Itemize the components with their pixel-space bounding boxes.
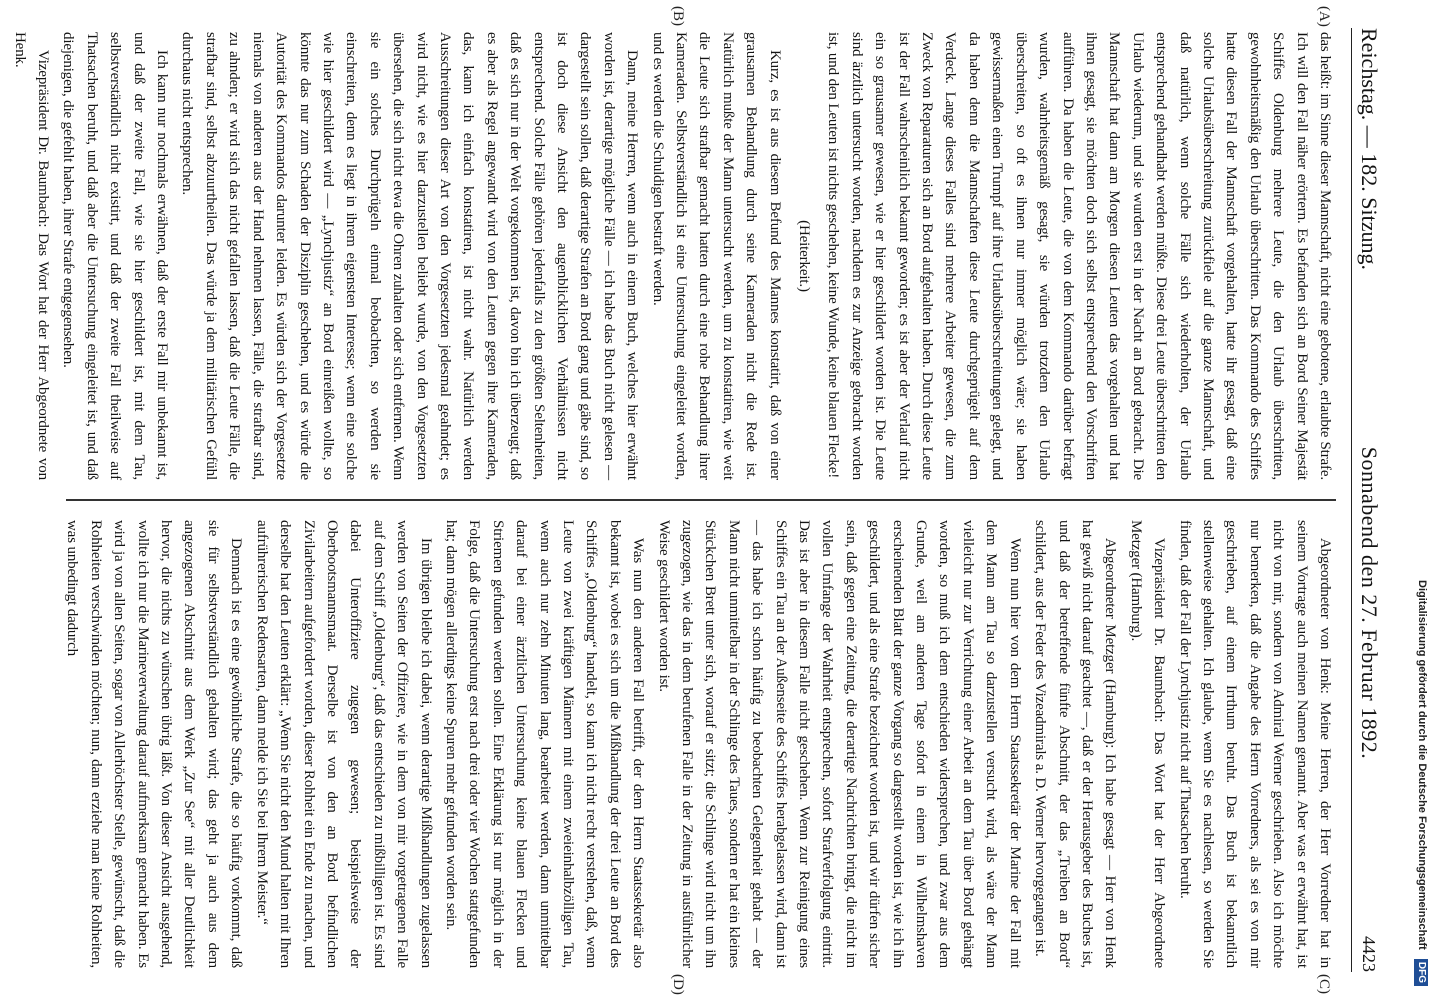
right-column: [66, 520, 1336, 968]
header-date: Sonnabend den 27. Februar 1892.: [1357, 446, 1382, 760]
page-number: 4423: [1359, 936, 1380, 972]
margin-marker-b: (B): [670, 6, 686, 26]
margin-marker-d: (D): [670, 974, 686, 995]
page-header: [1351, 28, 1386, 972]
left-paragraph-5: Vizepräsident Dr. Baumbach: Das Wort hat der Herr Abgeordnete von Henk.: [11, 32, 52, 480]
digitization-text: Digitalisierung gefördert durch die Deutsche Forschungsgemeinschaft: [1416, 580, 1428, 950]
margin-marker-c: (C): [1316, 974, 1332, 994]
left-paragraph-2: Kurz, es ist aus diesem Befund des Mannes konstatirt, daß von einer grausamen Behandlung durch seine Kameraden nicht die Rede ist. Natürlich mußte der Mann untersucht werden, um zu konstatiren, wie weit die Leute sich strafbar gemacht hatten durch eine rohe Behandlung ihrer Kameraden. Selbstverständlich ist eine Untersuchung eingeleitet worden, und es werden die Schuldigen bestraft werden.: [649, 32, 783, 480]
header-left: Reichstag. — 182. Sitzung.: [1357, 28, 1382, 270]
left-column: [11, 32, 1336, 480]
right-paragraph-6: Im übrigen bleibe ich dabei, wenn derartige Mißhandlungen zugelassen werden von Seiten der Offiziere, wie in dem von mir vorgetragenen Falle auf dem Schiff „Oldenburg“, daß das entschieden zu mißbilligen ist. Es sind dabei Unteroffiziere zugegen gewesen; beispielsweise der Oberbootsmannsmaat. Derselbe ist von den an Bord befindlichen Zivilarbeitern aufgefordert worden, dieser Rohheit ein Ende zu machen, und derselbe hat den Leuten erklärt: „Wenn Sie nicht den Mund halten mit Ihren aufrührerischen Redensarten, dann melde ich Sie bei Ihrem Meister.“: [253, 520, 434, 968]
right-paragraph-4: Wenn nun hier von dem Herrn Staatssekretär der Marine der Fall mit dem Mann am Tau so darzustellen versucht wird, als wäre der Mann vielleicht nur zur Verrichtung einer Arbeit an dem Tau über Bord gehängt worden, so muß ich dem entschieden widersprechen, und zwar aus dem Grunde, weil am anderen Tage sofort in einem in Wilhelmshaven erscheinenden Blatt der ganze Vorgang so dargestellt worden ist, wie ich ihn geschildert, und als eine Strafe bezeichnet worden ist, und wir dürfen sicher sein, daß gegen eine Zeitung, die derartige Nachrichten bringt, die nicht im vollen Umfange der Wahrheit entsprechen, sofort Strafverfolgung eintritt. Das ist aber in diesem Falle nicht geschehen. Wenn zur Reinigung eines Schiffes ein Tau an der Außenseite des Schiffes herabgelassen wird, dann ist — das habe ich schon häufig zu beobachten Gelegenheit gehabt — der Mann nicht unmittelbar in der Schlinge des Taues, sondern er hat ein kleines Stückchen Brett unter sich, worauf er sitzt; die Schlinge wird nicht um ihn zugezogen, wie das in dem berufenen Falle in der Zeitung in ausführlicher Weise geschildert worden ist.: [655, 520, 1023, 968]
laughter-note: (Heiterkeit.): [796, 220, 813, 292]
right-paragraph-1: Abgeordneter von Henk: Meine Herren, der Herr Vorredner hat in seinem Vortrage auch meinen Namen genannt. Aber was er erwähnt hat, ist nicht von mir, sondern von Admiral Werner geschrieben. Also ich möchte nur bemerken, daß die Angabe des Herrn Vorredners, als sei es von mir geschrieben, auf einem Irrthum beruht. Das Buch ist bekanntlich stellenweise gehalten. Ich glaube, wenn Sie es nachlesen, so werden Sie finden, daß der Fall der Lynchjustiz nicht auf Thatsachen beruht.: [1176, 520, 1333, 968]
left-paragraph-3: Dann, meine Herren, wenn auch in einem Buch, welches hier erwähnt worden ist, derartige mögliche Fälle — ich habe das Buch nicht gelesen — dargestellt sein sollen, daß derartige Strafen an Bord gang und gäbe sind, so ist doch diese Ansicht den augenblicklichen Verhältnissen nicht entsprechend. Solche Fälle gehören jedenfalls zu den größten Seltenheiten, daß es sich nur in der Welt vorgekommen ist, davon bin ich überzeugt; daß es aber als Regel angewandt wird von den Leuten gegen ihre Kameraden, das, kann ich einfach konstatiren, ist nicht wahr. Natürlich werden Ausschreitungen dieser Art von den Vorgesetzten jedesmal geahndet; es wird nicht, wie es hier darzustellen beliebt wurde, von den Vorgesetzten übersehen, die sich nicht etwa die Ohren zuhalten oder sich entfernen. Wenn sie ein solches Durchprügeln einmal beobachten, so werden sie einschreiten, denn es liegt in ihrem eigensten Interesse; wenn eine solche wie hier geschildert wird — „Lynchjustiz“ an Bord einreißen wollte, so könnte das nur zum Schaden der Disziplin geschehen, und es würde die Autorität des Kommandos darunter leiden. Es würden sich der Vorgesetzte niemals von anderen aus der Hand nehmen lassen, Fälle, die strafbar sind, zu ahnden; er wird sich das nicht gefallen lassen, daß die Leute Fälle, die strafbar sind, selbst abzuurtheilen. Das würde ja dem militärischen Gefühl durchaus nicht entsprechen.: [179, 32, 641, 480]
column-divider: [66, 499, 1336, 501]
left-paragraph-4: Ich kann nur nochmals erwähnen, daß der erste Fall mir unbekannt ist, und daß der zweite Fall, wie sie hier geschildert ist, mit dem Tau, selbstverständlich nicht existirt, und daß der zweite Fall theilweise auf Thatsachen beruht, und daß aber die Untersuchung eingeleitet ist, und daß diejenigen, die gefehlt haben, ihrer Strafe entgegensehen.: [60, 32, 171, 480]
right-paragraph-3: Abgeordneter Metzger (Hamburg): Ich habe gesagt — Herr von Henk hat gewiß nicht darauf geachtet —, daß er der Herausgeber des Buches ist, und daß der betreffende fünfte Abschnitt, der das „Treiben an Bord“ schildert, aus der Feder des Vizeadmirals a. D. Werner hervorgegangen ist.: [1032, 520, 1119, 968]
right-paragraph-5: Was nun den anderen Fall betrifft, der dem Herrn Staatssekretär also bekannt ist, wobei es sich um die Mißhandlung der drei Leute an Bord des Schiffes „Oldenburg“ handelt, so kann ich nicht recht verstehen, daß, wenn Leute von zwei kräftigen Männern mit einem zweieinhalbzölligen Tau, wenn auch nur zehn Minuten lang, bearbeitet werden, dann unmittelbar darauf bei einer ärztlichen Untersuchung keine blauen Flecken und Striemen gefunden werden sollen. Eine Erklärung ist nur möglich in der Folge, daß die Untersuchung erst nach drei oder vier Wochen stattgefunden hat; dann mögen allerdings keine Spuren mehr gefunden worden sein.: [442, 520, 647, 968]
right-paragraph-7: Demnach ist es eine gewöhnliche Strafe, die so häufig vorkommt, daß sie für selbstverständlich gehalten wird; das geht ja auch aus dem angezogenen Abschnitt aus dem Werk „Zur See“ mit aller Deutlichkeit hervor, die nichts zu wünschen übrig läßt. Von dieser Ansicht ausgehend, wollte ich nur die Marineverwaltung darauf aufmerksam gemacht haben. Es wird ja von allen Seiten, sogar von Allerhöchster Stelle, gewünscht, daß die Rohheiten verschwinden möchten; nun, dann erziehe man keine Rohheiten, was unbedingt dadurch: [64, 520, 245, 968]
dfg-logo: DFG: [1414, 959, 1428, 986]
right-paragraph-2: Vizepräsident Dr. Baumbach: Das Wort hat der Herr Abgeordnete Metzger (Hamburg).: [1127, 520, 1168, 968]
digitization-credit: [1412, 0, 1432, 1000]
margin-marker-a: (A): [1316, 6, 1332, 27]
left-paragraph-1: das heißt: im Sinne dieser Mannschaft, nicht eine gebotene, erlaubte Strafe. Ich will den Fall näher erörtern. Es befanden sich an Bord Seiner Majestät Schiffes Oldenburg mehrere Leute, die den Urlaub überschritten, gewohnheitsmäßig den Urlaub überschritten. Das Kommando des Schiffes hatte diesen Fall der Mannschaft vorgehalten, hatte ihr gesagt, daß eine solche Urlaubsüberschreitung zurückfiele auf die ganze Mannschaft, und daß natürlich, wenn solche Fälle sich wiederholten, der Urlaub entsprechend gehandhabt werden müßte. Diese drei Leute überschritten den Urlaub wiederum, und sie wurden erst in der Nacht an Bord gebracht. Die Mannschaft hat dann am Morgen diesen Leuten das vorgehalten und hat ihnen gesagt, sie möchten doch sich selbst entsprechend den Vorschriften aufführen. Da haben die Leute, die von dem Kommando darüber befragt wurden, wahrheitsgemäß gesagt, sie würden trotzdem den Urlaub überschreiten, so oft es ihnen nur immer möglich wäre; sie haben gewissermaßen einen Trumpf auf ihre Urlaubsüberschreitungen gelegt, und da haben denn die Mannschaften diese Leute durchgeprügelt auf dem Verdeck. Lange dieses Falles sind mehrere Arbeiter gewesen, die zum Zweck von Reparaturen sich an Bord aufgehalten haben. Durch diese Leute ist der Fall wahrscheinlich bekannt geworden; es ist aber der Verlauf nicht ein so grausamer gewesen, wie er hier geschildert worden ist. Die Leute sind ärztlich untersucht worden, nachdem es zur Anzeige gebracht worden ist, und den Leuten ist nichts geschehen, keine Wunde, keine blauen Flecke!: [825, 32, 1333, 480]
